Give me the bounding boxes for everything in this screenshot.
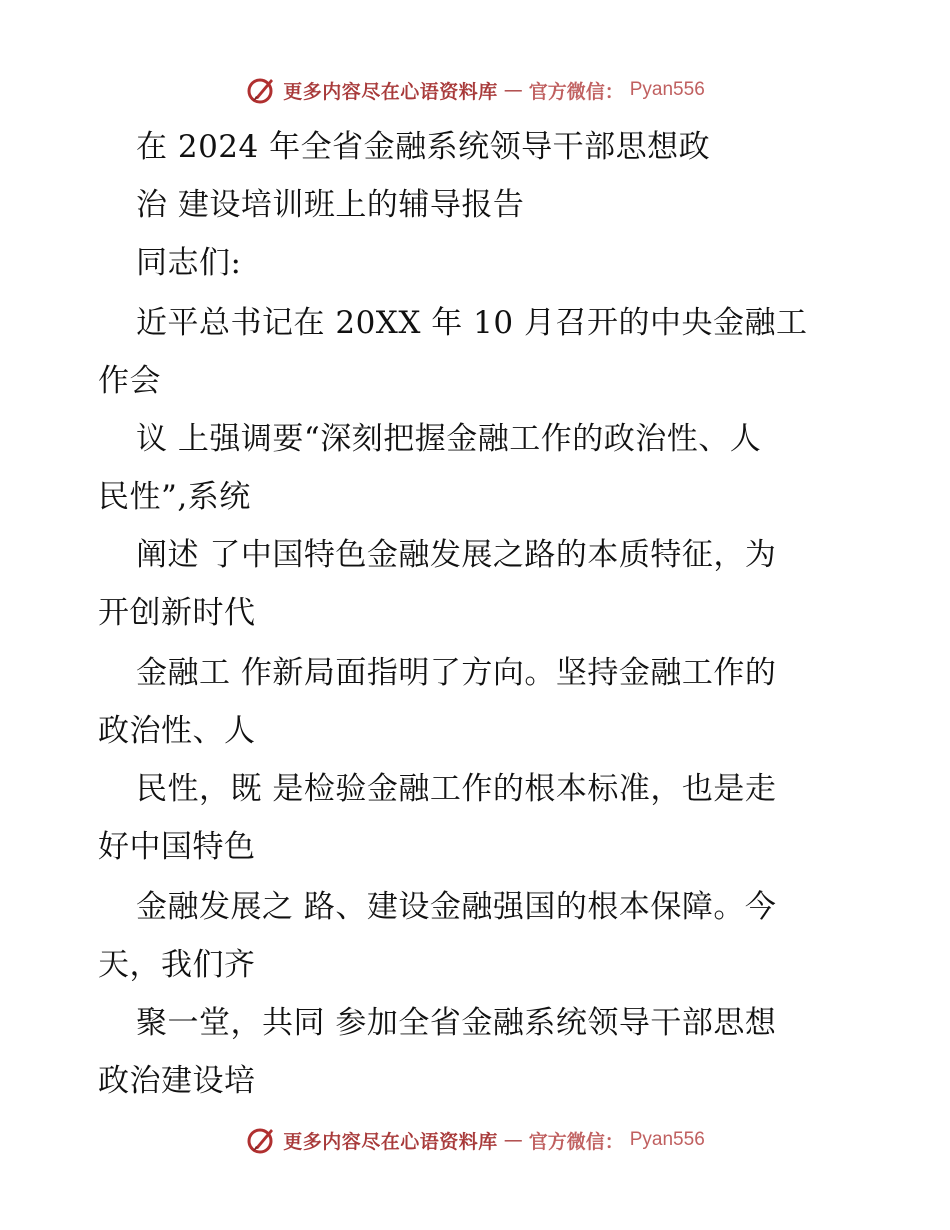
body-line: 金融工 作新局面指明了方向。坚持金融工作的	[136, 655, 777, 691]
watermark-dash: —	[503, 1129, 523, 1151]
body-line: 金融发展之 路、建设金融强国的根本保障。今	[136, 889, 777, 925]
body-line: 天，我们齐	[98, 947, 256, 983]
salutation: 同志们:	[136, 245, 242, 281]
watermark-id: Pyan556	[629, 1129, 705, 1150]
watermark-banner-bottom	[0, 1120, 950, 1160]
body-line: 政治建设培	[98, 1063, 256, 1099]
watermark-text: 更多内容尽在心语资料库	[283, 80, 498, 103]
body-line: 好中国特色	[98, 829, 256, 865]
body-line: 民性”,系统	[98, 479, 251, 515]
body-line: 近平总书记在 20XX 年 10 月召开的中央金融工	[136, 305, 808, 341]
watermark-official-label: 官方微信：	[528, 80, 624, 103]
watermark-dash: —	[503, 79, 523, 101]
watermark-official-label: 官方微信：	[528, 1130, 624, 1153]
title-line-2: 治 建设培训班上的辅导报告	[136, 187, 525, 223]
body-line: 作会	[98, 363, 161, 399]
quill-circle-logo-icon	[245, 1124, 277, 1156]
body-line: 阐述 了中国特色金融发展之路的本质特征，为	[136, 537, 777, 573]
body-line: 聚一堂，共同 参加全省金融系统领导干部思想	[136, 1005, 777, 1041]
body-line: 政治性、人	[98, 713, 256, 749]
body-line: 民性，既 是检验金融工作的根本标准，也是走	[136, 771, 777, 807]
body-line: 议 上强调要“深刻把握金融工作的政治性、人	[136, 421, 762, 457]
watermark-text: 更多内容尽在心语资料库	[283, 1130, 498, 1153]
body-line: 开创新时代	[98, 595, 256, 631]
watermark-id: Pyan556	[629, 79, 705, 100]
title-line-1: 在 2024 年全省金融系统领导干部思想政	[136, 129, 711, 165]
